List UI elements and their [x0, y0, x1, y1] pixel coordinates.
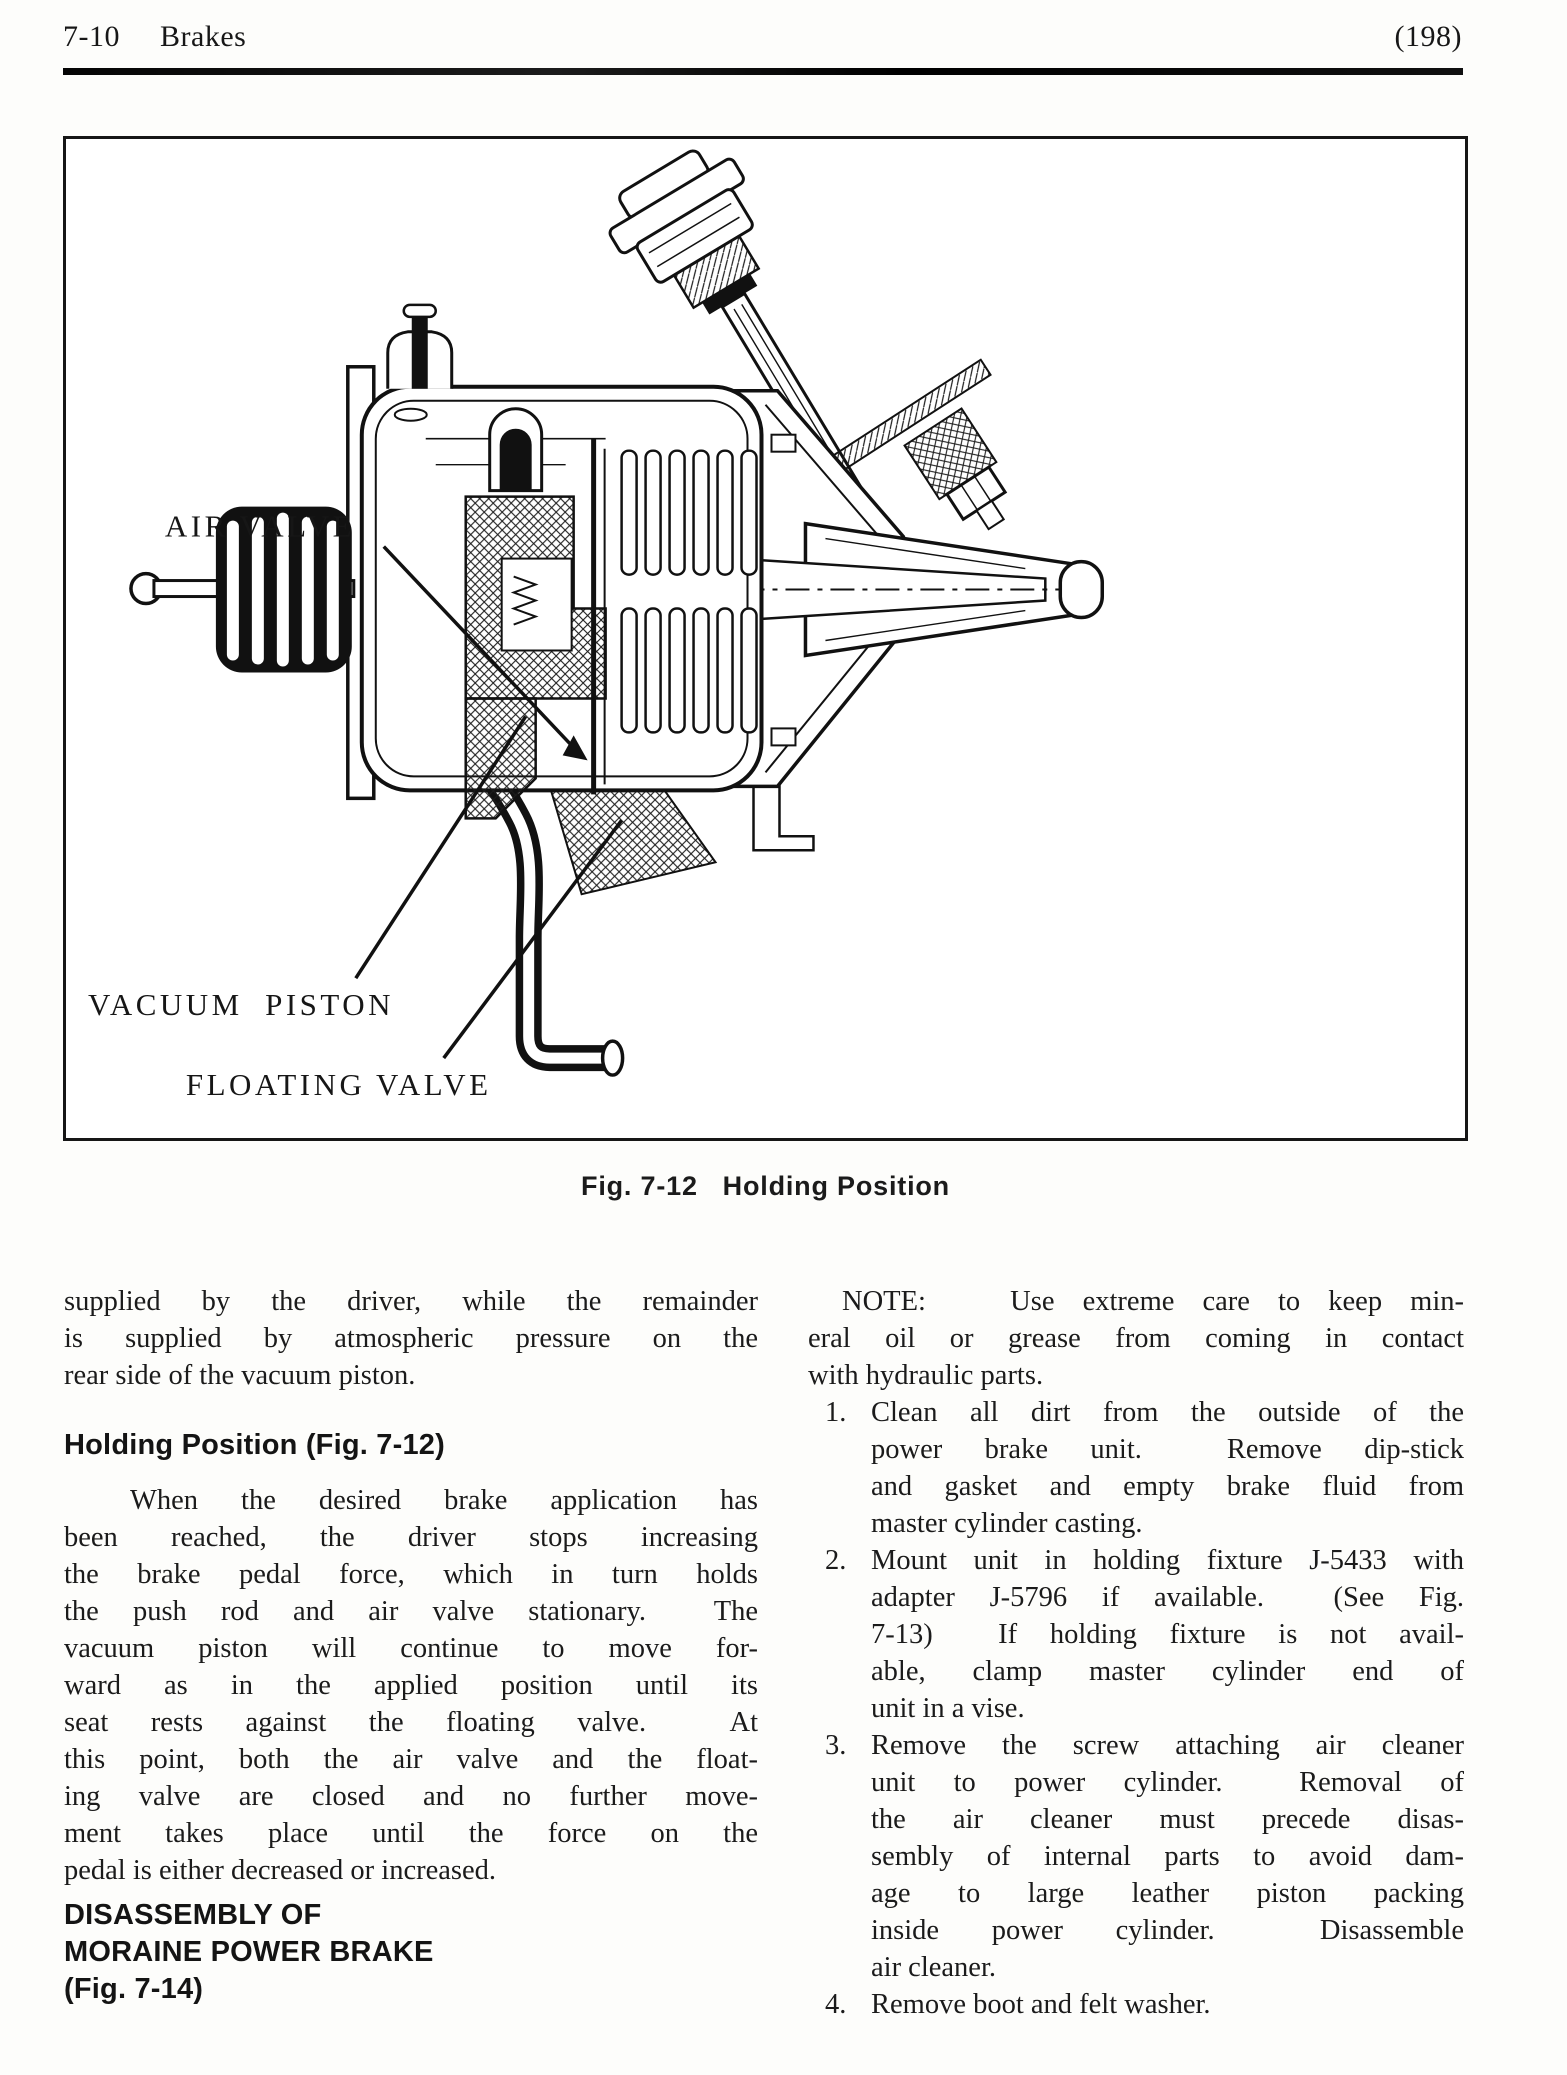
- label-vacuum-piston: VACUUM PISTON: [87, 987, 394, 1023]
- text-line: seat rests against the floating valve. At: [64, 1707, 758, 1738]
- step-number: 1.: [825, 1397, 847, 1428]
- text-line: able, clamp master cylinder end of: [871, 1656, 1464, 1687]
- note-paragraph: [808, 1283, 1464, 1394]
- text-line: When the desired brake application has: [130, 1485, 758, 1516]
- figure-illustration: [66, 139, 1465, 1138]
- page-number: (198): [1394, 20, 1462, 53]
- text-line: MORAINE POWER BRAKE: [64, 1936, 434, 1968]
- text-line: this point, both the air valve and the float-: [64, 1744, 758, 1775]
- figure-caption: Fig. 7-12 Holding Position: [581, 1171, 950, 1201]
- text-line: ward as in the applied position until its: [64, 1670, 758, 1701]
- text-line: DISASSEMBLY OF: [64, 1899, 322, 1931]
- step-number: 2.: [825, 1545, 847, 1576]
- text-line: Mount unit in holding fixture J-5433 with: [871, 1545, 1464, 1576]
- text-line: eral oil or grease from coming in contact: [808, 1323, 1464, 1354]
- figure-frame: [63, 136, 1468, 1141]
- left-column: [64, 1283, 758, 2008]
- label-floating-valve: FLOATING VALVE: [185, 1067, 492, 1103]
- text-line: NOTE: Use extreme care to keep min-: [842, 1286, 1464, 1317]
- step-item: [808, 1986, 1464, 2023]
- threaded-plug: [905, 409, 1025, 543]
- label-air-valve: AIR VALVE: [164, 508, 356, 544]
- step-number: 4.: [825, 1989, 847, 2020]
- header-rule: [63, 68, 1463, 75]
- text-line: ing valve are closed and no further move-: [64, 1781, 758, 1812]
- text-line: Remove the screw attaching air cleaner: [871, 1730, 1464, 1761]
- page-header: [63, 20, 1462, 54]
- text-line: air cleaner.: [871, 1952, 996, 1983]
- text-line: supplied by the driver, while the remainder: [64, 1286, 758, 1317]
- text-line: vacuum piston will continue to move for-: [64, 1633, 758, 1664]
- paragraph-holding-position: [64, 1482, 758, 1889]
- heading-holding-position: Holding Position (Fig. 7-12): [64, 1429, 445, 1461]
- text-line: (Fig. 7-14): [64, 1973, 204, 2005]
- step-number: 3.: [825, 1730, 847, 1761]
- text-line: with hydraulic parts.: [808, 1360, 1044, 1391]
- text-line: and gasket and empty brake fluid from: [871, 1471, 1464, 1502]
- text-line: inside power cylinder. Disassemble: [871, 1915, 1464, 1946]
- text-line: the air cleaner must precede disas-: [871, 1804, 1464, 1835]
- step-item: [808, 1542, 1464, 1727]
- paragraph-continued: [64, 1283, 758, 1394]
- section-number: 7-10: [63, 20, 120, 53]
- text-line: adapter J-5796 if available. (See Fig.: [871, 1582, 1464, 1613]
- text-line: is supplied by atmospheric pressure on the: [64, 1323, 758, 1354]
- text-line: power brake unit. Remove dip-stick: [871, 1434, 1464, 1465]
- text-line: unit to power cylinder. Removal of: [871, 1767, 1464, 1798]
- heading-disassembly: [64, 1897, 758, 2008]
- step-item: [808, 1394, 1464, 1542]
- right-column: [808, 1283, 1464, 2023]
- text-line: ment takes place until the force on the: [64, 1818, 758, 1849]
- step-item: [808, 1727, 1464, 1986]
- text-line: unit in a vise.: [871, 1693, 1025, 1724]
- text-line: 7-13) If holding fixture is not avail-: [871, 1619, 1464, 1650]
- text-line: the push rod and air valve stationary. The: [64, 1596, 758, 1627]
- page-title: Brakes: [160, 20, 247, 53]
- text-line: Clean all dirt from the outside of the: [871, 1397, 1464, 1428]
- text-line: master cylinder casting.: [871, 1508, 1143, 1539]
- text-line: rear side of the vacuum piston.: [64, 1360, 416, 1391]
- text-line: age to large leather piston packing: [871, 1878, 1464, 1909]
- text-line: sembly of internal parts to avoid dam-: [871, 1841, 1464, 1872]
- text-line: Remove boot and felt washer.: [871, 1989, 1211, 2020]
- text-line: pedal is either decreased or increased.: [64, 1855, 497, 1886]
- text-line: been reached, the driver stops increasing: [64, 1522, 758, 1553]
- text-line: the brake pedal force, which in turn holds: [64, 1559, 758, 1590]
